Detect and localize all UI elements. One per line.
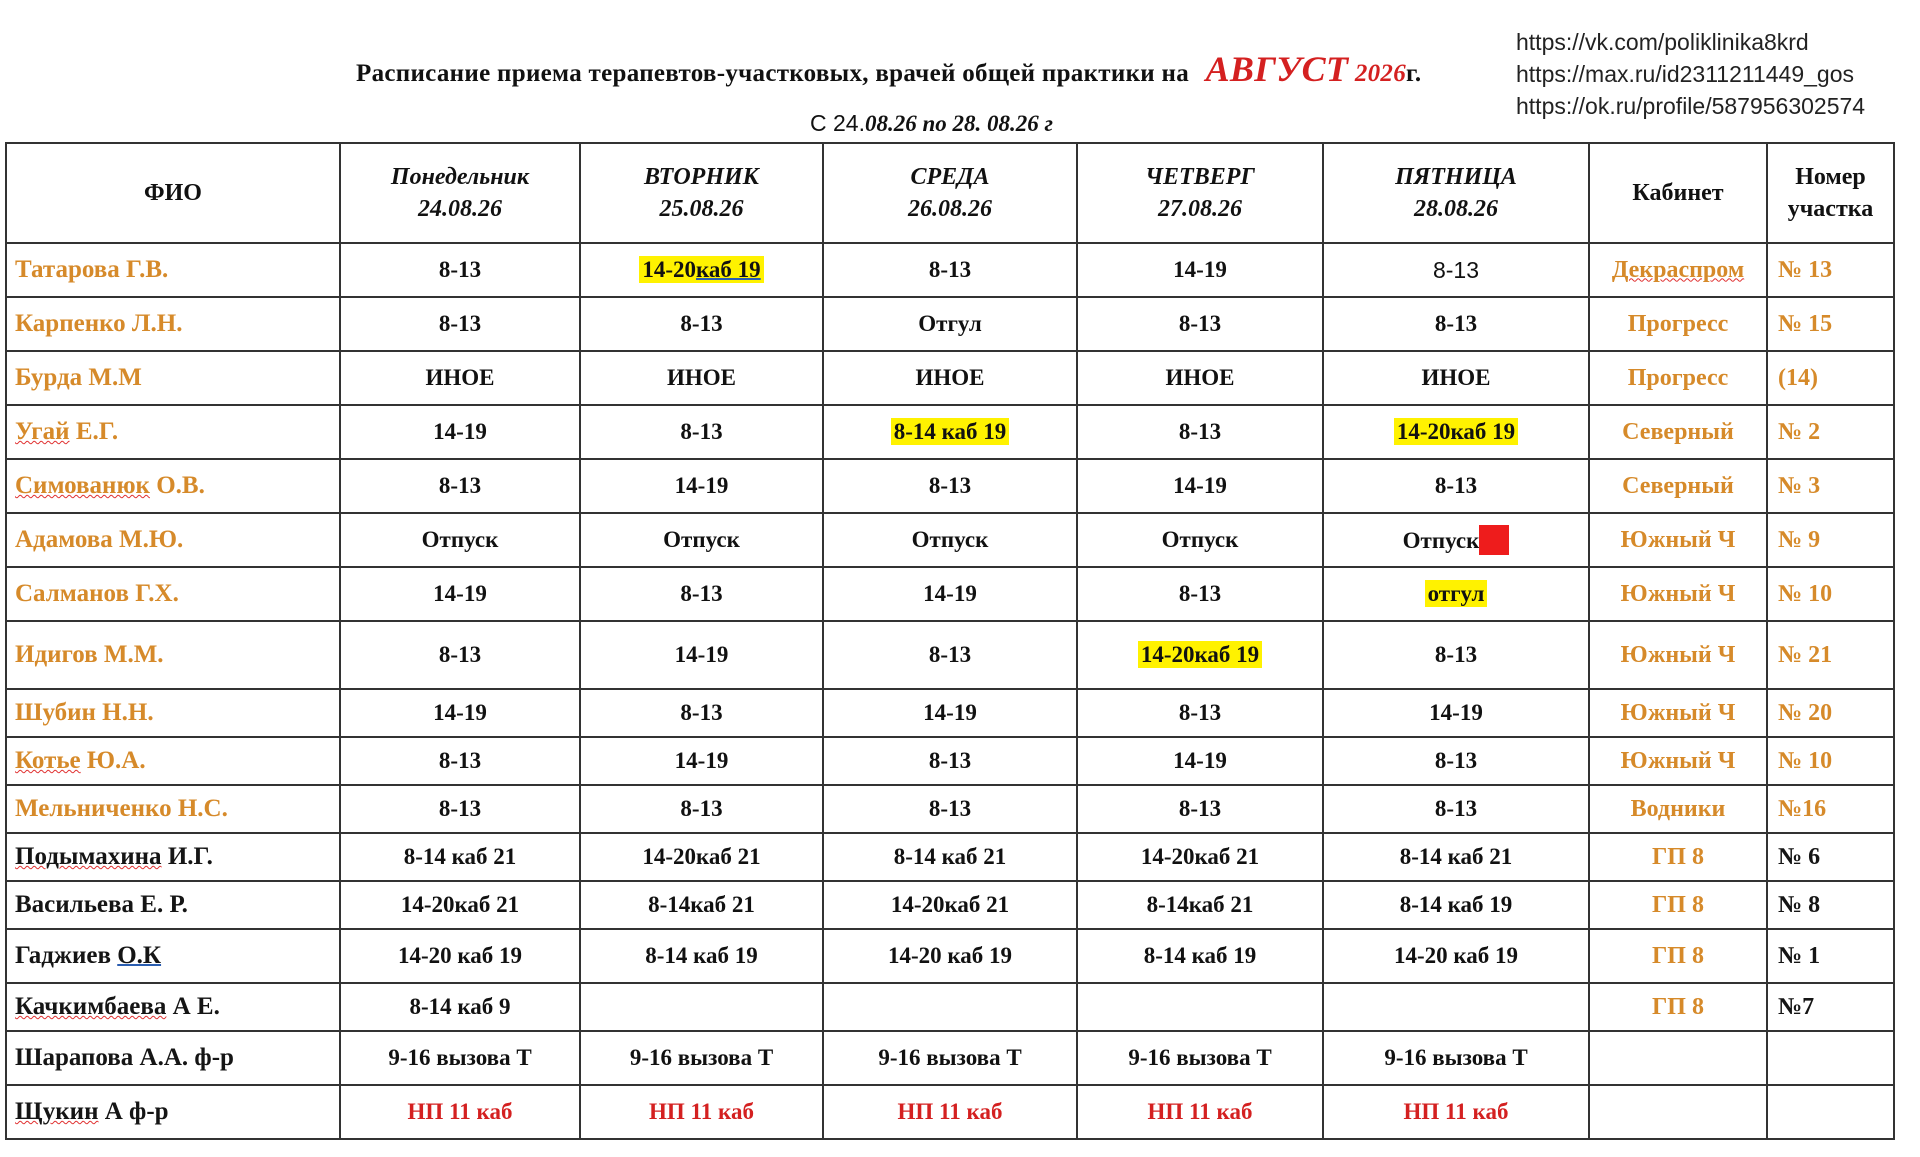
monday-cell: 8-13	[340, 785, 580, 833]
table-row	[6, 297, 1894, 351]
friday-cell: 14-20каб 19	[1323, 405, 1589, 459]
date-range-prefix: С 24.	[810, 110, 865, 136]
district-number: № 13	[1767, 243, 1894, 297]
district-number: № 21	[1767, 621, 1894, 689]
friday-cell: 8-13	[1323, 785, 1589, 833]
table-row	[6, 405, 1894, 459]
thursday-cell: 14-19	[1077, 459, 1323, 513]
doctor-name: Гаджиев О.К	[6, 929, 340, 983]
table-row	[6, 785, 1894, 833]
monday-cell: 8-13	[340, 621, 580, 689]
monday-cell: 8-13	[340, 297, 580, 351]
tuesday-cell	[580, 983, 823, 1031]
doctor-name: Котье Ю.А.	[6, 737, 340, 785]
cabinet-cell: Водники	[1589, 785, 1767, 833]
wednesday-cell: 14-20 каб 19	[823, 929, 1077, 983]
thursday-cell: 14-20каб 21	[1077, 833, 1323, 881]
wednesday-cell: 8-13	[823, 737, 1077, 785]
cabinet-cell: Прогресс	[1589, 297, 1767, 351]
wednesday-cell: 8-13	[823, 459, 1077, 513]
doctor-name: Бурда М.М	[6, 351, 340, 405]
doctor-name: Шарапова А.А. ф-р	[6, 1031, 340, 1085]
header-monday	[340, 143, 580, 243]
thursday-cell: 8-13	[1077, 567, 1323, 621]
tuesday-cell: ИНОЕ	[580, 351, 823, 405]
doctor-name: Щукин А ф-р	[6, 1085, 340, 1139]
friday-cell: 8-14 каб 19	[1323, 881, 1589, 929]
district-number: (14)	[1767, 351, 1894, 405]
friday-cell: ИНОЕ	[1323, 351, 1589, 405]
cabinet-cell: Декраспром	[1589, 243, 1767, 297]
day-date: 28.08.26	[1414, 196, 1498, 222]
tuesday-cell: 8-13	[580, 405, 823, 459]
cabinet-cell: ГП 8	[1589, 833, 1767, 881]
wednesday-cell: ИНОЕ	[823, 351, 1077, 405]
tuesday-cell: 8-13	[580, 297, 823, 351]
thursday-cell: 8-13	[1077, 689, 1323, 737]
tuesday-cell: 14-20каб 21	[580, 833, 823, 881]
red-marker	[1479, 525, 1509, 555]
thursday-cell: 8-14 каб 19	[1077, 929, 1323, 983]
district-number: №7	[1767, 983, 1894, 1031]
doctor-name: Адамова М.Ю.	[6, 513, 340, 567]
wednesday-cell: 14-19	[823, 567, 1077, 621]
district-number	[1767, 1085, 1894, 1139]
table-row	[6, 459, 1894, 513]
wednesday-cell: Отпуск	[823, 513, 1077, 567]
table-row	[6, 929, 1894, 983]
table-row	[6, 243, 1894, 297]
monday-cell: 8-14 каб 21	[340, 833, 580, 881]
district-number: № 15	[1767, 297, 1894, 351]
monday-cell: 8-13	[340, 243, 580, 297]
wednesday-cell: 8-13	[823, 621, 1077, 689]
cabinet-cell: ГП 8	[1589, 881, 1767, 929]
cabinet-cell	[1589, 1031, 1767, 1085]
day-name: ВТОРНИК	[644, 164, 759, 190]
tuesday-cell: 14-19	[580, 621, 823, 689]
table-row	[6, 689, 1894, 737]
tuesday-cell: 8-13	[580, 567, 823, 621]
day-name: Понедельник	[390, 164, 530, 190]
table-row	[6, 1085, 1894, 1139]
district-number: №16	[1767, 785, 1894, 833]
doctor-name: Васильева Е. Р.	[6, 881, 340, 929]
wednesday-cell: 14-19	[823, 689, 1077, 737]
friday-cell: 14-20 каб 19	[1323, 929, 1589, 983]
header-cabinet: Кабинет	[1589, 143, 1767, 243]
friday-cell: 8-13	[1323, 737, 1589, 785]
thursday-cell: 8-13	[1077, 405, 1323, 459]
social-links	[1516, 26, 1865, 122]
district-number: № 8	[1767, 881, 1894, 929]
thursday-cell: 14-20каб 19	[1077, 621, 1323, 689]
cabinet-cell: ГП 8	[1589, 983, 1767, 1031]
page-title	[356, 48, 1421, 90]
wednesday-cell: НП 11 каб	[823, 1085, 1077, 1139]
doctor-name: Идигов М.М.	[6, 621, 340, 689]
day-date: 26.08.26	[908, 196, 992, 222]
tuesday-cell: 8-14каб 21	[580, 881, 823, 929]
tuesday-cell: 14-19	[580, 459, 823, 513]
tuesday-cell: 14-19	[580, 737, 823, 785]
monday-cell: 8-14 каб 9	[340, 983, 580, 1031]
district-number: № 2	[1767, 405, 1894, 459]
doctor-name: Татарова Г.В.	[6, 243, 340, 297]
header-row	[6, 143, 1894, 243]
friday-cell: 8-13	[1323, 459, 1589, 513]
tuesday-cell: 8-14 каб 19	[580, 929, 823, 983]
monday-cell: НП 11 каб	[340, 1085, 580, 1139]
doctor-name: Качкимбаева А Е.	[6, 983, 340, 1031]
tuesday-cell: Отпуск	[580, 513, 823, 567]
cabinet-cell: Южный Ч	[1589, 621, 1767, 689]
title-year: 2026	[1354, 60, 1407, 87]
tuesday-cell: 8-13	[580, 785, 823, 833]
thursday-cell: ИНОЕ	[1077, 351, 1323, 405]
day-name: СРЕДА	[910, 164, 990, 190]
friday-cell: 8-14 каб 21	[1323, 833, 1589, 881]
table-row	[6, 881, 1894, 929]
title-text: Расписание приема терапевтов-участковых, врачей общей практики на	[356, 60, 1190, 87]
tuesday-cell: НП 11 каб	[580, 1085, 823, 1139]
cabinet-cell: Южный Ч	[1589, 737, 1767, 785]
ok-link[interactable]: https://ok.ru/profile/587956302574	[1516, 93, 1866, 119]
tuesday-cell: 9-16 вызова Т	[580, 1031, 823, 1085]
district-number	[1767, 1031, 1894, 1085]
monday-cell: Отпуск	[340, 513, 580, 567]
doctor-name: Подымахина И.Г.	[6, 833, 340, 881]
district-number: № 10	[1767, 567, 1894, 621]
doctor-name: Мельниченко Н.С.	[6, 785, 340, 833]
doctor-name: Шубин Н.Н.	[6, 689, 340, 737]
friday-cell: 8-13	[1323, 621, 1589, 689]
table-row	[6, 621, 1894, 689]
wednesday-cell: 8-14 каб 21	[823, 833, 1077, 881]
monday-cell: 14-19	[340, 689, 580, 737]
table-row	[6, 513, 1894, 567]
friday-cell: 8-13	[1323, 297, 1589, 351]
monday-cell: 9-16 вызова Т	[340, 1031, 580, 1085]
doctor-name: Угай Е.Г.	[6, 405, 340, 459]
monday-cell: 14-20каб 21	[340, 881, 580, 929]
wednesday-cell: 8-13	[823, 243, 1077, 297]
header-fio: ФИО	[6, 143, 340, 243]
thursday-cell: НП 11 каб	[1077, 1085, 1323, 1139]
day-name: ПЯТНИЦА	[1395, 164, 1517, 190]
friday-cell: 8-13	[1323, 243, 1589, 297]
cabinet-cell: ГП 8	[1589, 929, 1767, 983]
table-row	[6, 833, 1894, 881]
table-row	[6, 1031, 1894, 1085]
day-date: 24.08.26	[418, 196, 502, 222]
wednesday-cell	[823, 983, 1077, 1031]
monday-cell: ИНОЕ	[340, 351, 580, 405]
vk-link[interactable]: https://vk.com/polіklіnika8krd	[1516, 29, 1809, 55]
friday-cell: 9-16 вызова Т	[1323, 1031, 1589, 1085]
date-range-rest: 08.26 по 28. 08.26 г	[864, 111, 1054, 136]
wednesday-cell: Отгул	[823, 297, 1077, 351]
thursday-cell	[1077, 983, 1323, 1031]
doctor-name: Симованюк О.В.	[6, 459, 340, 513]
district-number: № 10	[1767, 737, 1894, 785]
monday-cell: 8-13	[340, 737, 580, 785]
wednesday-cell: 14-20каб 21	[823, 881, 1077, 929]
table-row	[6, 567, 1894, 621]
thursday-cell: 14-19	[1077, 737, 1323, 785]
friday-cell: Отпуск	[1323, 513, 1589, 567]
header-tuesday	[580, 143, 823, 243]
district-number: № 9	[1767, 513, 1894, 567]
thursday-cell: 8-14каб 21	[1077, 881, 1323, 929]
district-number: № 6	[1767, 833, 1894, 881]
cabinet-cell: Южный Ч	[1589, 513, 1767, 567]
table-row	[6, 983, 1894, 1031]
day-name: ЧЕТВЕРГ	[1145, 164, 1255, 190]
date-range	[810, 110, 1053, 137]
monday-cell: 14-20 каб 19	[340, 929, 580, 983]
friday-cell: отгул	[1323, 567, 1589, 621]
tuesday-cell: 14-20каб 19	[580, 243, 823, 297]
district-number: № 3	[1767, 459, 1894, 513]
header-wednesday	[823, 143, 1077, 243]
thursday-cell: 9-16 вызова Т	[1077, 1031, 1323, 1085]
header-number: Номер участка	[1767, 143, 1894, 243]
cabinet-cell	[1589, 1085, 1767, 1139]
schedule-table	[5, 142, 1895, 1140]
friday-cell: 14-19	[1323, 689, 1589, 737]
cabinet-cell: Прогресс	[1589, 351, 1767, 405]
district-number: № 20	[1767, 689, 1894, 737]
thursday-cell: 14-19	[1077, 243, 1323, 297]
wednesday-cell: 9-16 вызова Т	[823, 1031, 1077, 1085]
wednesday-cell: 8-13	[823, 785, 1077, 833]
cabinet-cell: Северный	[1589, 459, 1767, 513]
thursday-cell: 8-13	[1077, 297, 1323, 351]
cabinet-cell: Северный	[1589, 405, 1767, 459]
table-row	[6, 351, 1894, 405]
thursday-cell: Отпуск	[1077, 513, 1323, 567]
monday-cell: 14-19	[340, 405, 580, 459]
day-date: 25.08.26	[659, 196, 744, 222]
cabinet-cell: Южный Ч	[1589, 567, 1767, 621]
doctor-name: Карпенко Л.Н.	[6, 297, 340, 351]
wednesday-cell: 8-14 каб 19	[823, 405, 1077, 459]
table-row	[6, 737, 1894, 785]
tuesday-cell: 8-13	[580, 689, 823, 737]
title-month: АВГУСТ	[1205, 49, 1349, 89]
day-date: 27.08.26	[1158, 196, 1242, 222]
friday-cell: НП 11 каб	[1323, 1085, 1589, 1139]
title-suffix: г.	[1406, 60, 1422, 87]
monday-cell: 8-13	[340, 459, 580, 513]
monday-cell: 14-19	[340, 567, 580, 621]
district-number: № 1	[1767, 929, 1894, 983]
header-friday	[1323, 143, 1589, 243]
doctor-name: Салманов Г.Х.	[6, 567, 340, 621]
friday-cell	[1323, 983, 1589, 1031]
cabinet-cell: Южный Ч	[1589, 689, 1767, 737]
header-thursday	[1077, 143, 1323, 243]
thursday-cell: 8-13	[1077, 785, 1323, 833]
max-link[interactable]: https://max.ru/id2311211449_gos	[1516, 61, 1854, 87]
